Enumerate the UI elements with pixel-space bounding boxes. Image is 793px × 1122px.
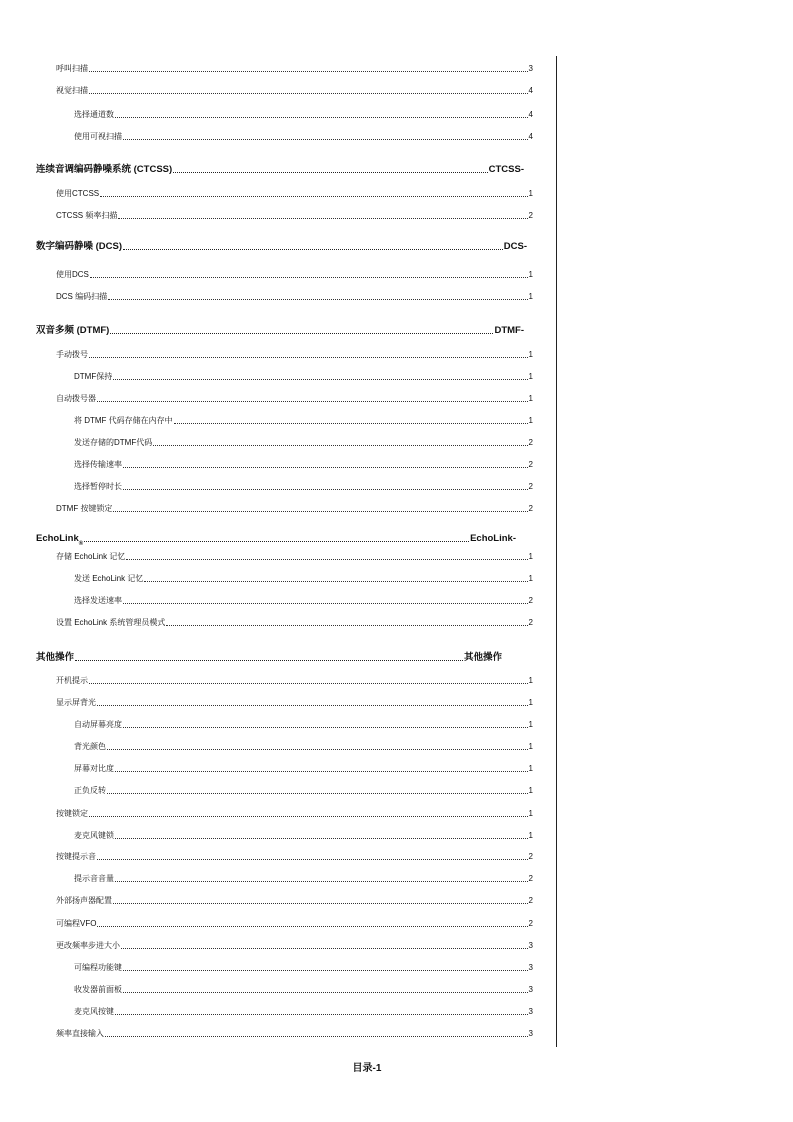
toc-page-number: 1 — [528, 831, 533, 840]
dot-leader — [97, 401, 528, 402]
dot-leader — [97, 926, 527, 927]
toc-entry[interactable] — [56, 676, 533, 686]
dot-leader — [144, 581, 527, 582]
toc-subentry[interactable] — [74, 831, 533, 841]
toc-entry-title: 收发器前面板 — [74, 985, 122, 994]
toc-heading[interactable] — [36, 238, 527, 252]
toc-entry-title: DCS 编码扫描 — [56, 292, 108, 301]
toc-entry[interactable] — [56, 394, 533, 404]
toc-entry-title: 存储 EchoLink 记忆 — [56, 552, 126, 561]
toc-subentry[interactable] — [74, 416, 533, 426]
toc-subentry[interactable] — [74, 482, 533, 492]
toc-page-number: 2 — [528, 874, 533, 883]
toc-entry[interactable] — [56, 1029, 533, 1039]
toc-entry[interactable] — [56, 919, 533, 929]
toc-page-number: 3 — [528, 64, 533, 73]
toc-subentry[interactable] — [74, 985, 533, 995]
toc-page-number: 1 — [528, 574, 533, 583]
toc-entry-title: 可编程VFO — [56, 919, 97, 928]
toc-entry-title: 自动拨号器 — [56, 394, 96, 403]
toc-page-number: 3 — [528, 941, 533, 950]
toc-page-number: 1 — [528, 394, 533, 403]
toc-page-number: 1 — [528, 189, 533, 198]
toc-entry-title: 呼叫扫描 — [56, 64, 88, 73]
dot-leader — [89, 357, 528, 358]
toc-page-number: 其他操作 — [463, 652, 502, 663]
dot-leader — [123, 992, 528, 993]
dot-leader — [105, 1036, 528, 1037]
toc-subentry[interactable] — [74, 874, 533, 884]
toc-entry-title: 麦克风按键 — [74, 1007, 114, 1016]
toc-page-number: 1 — [528, 552, 533, 561]
toc-entry-title: 使用可视扫描 — [74, 132, 122, 141]
toc-page-number: 1 — [528, 742, 533, 751]
toc-page-number: 1 — [528, 270, 533, 279]
dot-leader — [113, 379, 527, 380]
dot-leader — [115, 771, 528, 772]
toc-entry-title: 手动拨号 — [56, 350, 88, 359]
dot-leader — [123, 467, 528, 468]
dot-leader — [89, 93, 528, 94]
toc-page-number: 2 — [528, 504, 533, 513]
dot-leader — [110, 333, 493, 334]
toc-entry-title: 选择发送速率 — [74, 596, 122, 605]
dot-leader — [97, 859, 528, 860]
toc-entry-title: DTMF 按键锁定 — [56, 504, 113, 513]
toc-entry-title: 更改频率步进大小 — [56, 941, 120, 950]
dot-leader — [173, 172, 487, 173]
toc-heading[interactable] — [36, 161, 524, 175]
toc-page-number: 1 — [528, 676, 533, 685]
toc-entry-title: 麦克风键锁 — [74, 831, 114, 840]
dot-leader — [123, 603, 528, 604]
toc-page-number: 4 — [528, 86, 533, 95]
toc-entry[interactable] — [56, 270, 533, 280]
toc-page-number: 1 — [528, 416, 533, 425]
toc-entry-title: 选择传输速率 — [74, 460, 122, 469]
toc-entry-title: 正负反转 — [74, 786, 106, 795]
dot-leader — [89, 683, 528, 684]
toc-entry-title: 按键锁定 — [56, 809, 88, 818]
toc-subentry[interactable] — [74, 460, 533, 470]
toc-entry[interactable] — [56, 809, 533, 819]
dot-leader — [115, 881, 528, 882]
toc-entry-title: 开机提示 — [56, 676, 88, 685]
dot-leader — [118, 218, 527, 219]
toc-entry-title: 其他操作 — [36, 652, 75, 663]
toc-entry-title: 外部扬声器配置 — [56, 896, 112, 905]
toc-page-number: 1 — [528, 350, 533, 359]
toc-entry-title: CTCSS 频率扫描 — [56, 211, 118, 220]
dot-leader — [107, 749, 528, 750]
toc-subentry[interactable] — [74, 1007, 533, 1017]
dot-leader — [123, 727, 528, 728]
dot-leader — [97, 705, 528, 706]
toc-subentry[interactable] — [74, 786, 533, 796]
toc-subentry[interactable] — [74, 372, 533, 382]
toc-page-number: 3 — [528, 985, 533, 994]
toc-entry-title: 频率直接输入 — [56, 1029, 104, 1038]
toc-page-number: 4 — [528, 132, 533, 141]
toc-entry-title: 双音多频 (DTMF) — [36, 325, 110, 336]
dot-leader — [113, 511, 527, 512]
toc-entry-title: 视觉扫描 — [56, 86, 88, 95]
toc-heading[interactable] — [36, 322, 524, 336]
toc-entry-title: 按键提示音 — [56, 852, 96, 861]
toc-entry[interactable] — [56, 698, 533, 708]
dot-leader — [100, 196, 527, 197]
toc-entry-title: 选择暂停时长 — [74, 482, 122, 491]
toc-page-number: 2 — [528, 852, 533, 861]
toc-entry[interactable] — [56, 292, 533, 302]
toc-page-number: 1 — [528, 809, 533, 818]
dot-leader — [75, 660, 463, 661]
toc-entry[interactable] — [56, 552, 533, 562]
dot-leader — [123, 139, 528, 140]
toc-entry-title: 使用CTCSS — [56, 189, 100, 198]
dot-leader — [84, 541, 469, 542]
toc-page-number: 2 — [528, 618, 533, 627]
dot-leader — [126, 559, 527, 560]
dot-leader — [174, 423, 528, 424]
toc-entry[interactable] — [56, 852, 533, 862]
toc-entry-title: 将 DTMF 代码存储在内存中 — [74, 416, 173, 425]
toc-page-number: 3 — [528, 963, 533, 972]
toc-page-number: 4 — [528, 110, 533, 119]
toc-entry[interactable] — [56, 86, 533, 96]
toc-page-number: DCS- — [503, 241, 527, 252]
toc-entry[interactable] — [56, 189, 533, 199]
toc-entry-title: DTMF保持 — [74, 372, 113, 381]
toc-page-number: 2 — [528, 460, 533, 469]
dot-leader — [90, 277, 528, 278]
toc-page-number: 1 — [528, 786, 533, 795]
toc-page-number: 2 — [528, 482, 533, 491]
toc-subentry[interactable] — [74, 438, 533, 448]
toc-entry-title: 背光颜色 — [74, 742, 106, 751]
toc-entry-title: 使用DCS — [56, 270, 89, 279]
toc-subentry[interactable] — [74, 742, 533, 752]
toc-entry-title: 自动屏幕亮度 — [74, 720, 122, 729]
toc-entry-title: 提示音音量 — [74, 874, 114, 883]
dot-leader — [166, 625, 527, 626]
toc-subentry[interactable] — [74, 110, 533, 120]
dot-leader — [89, 71, 528, 72]
toc-heading[interactable] — [36, 649, 502, 663]
dot-leader — [115, 1014, 528, 1015]
toc-page-number: 2 — [528, 919, 533, 928]
toc-entry[interactable] — [56, 211, 533, 221]
dot-leader — [108, 299, 527, 300]
toc-entry-title: EchoLink — [36, 533, 79, 544]
toc-entry-title: 设置 EchoLink 系统管理员模式 — [56, 618, 166, 627]
toc-entry-title: 可编程功能键 — [74, 963, 122, 972]
dot-leader — [123, 970, 528, 971]
toc-page-number: 1 — [528, 372, 533, 381]
toc-entry-title: 数字编码静噪 (DCS) — [36, 241, 123, 252]
toc-page-number: 3 — [528, 1029, 533, 1038]
toc-page-number: 2 — [528, 211, 533, 220]
toc-page-number: 1 — [528, 764, 533, 773]
dot-leader — [123, 249, 503, 250]
page-number-label: 目录-1 — [352, 1063, 382, 1074]
toc-entry[interactable] — [56, 350, 533, 360]
toc-page-number: 1 — [528, 720, 533, 729]
toc-page-number: 2 — [528, 438, 533, 447]
toc-page-number: 2 — [528, 896, 533, 905]
toc-entry-title: 显示屏背光 — [56, 698, 96, 707]
toc-entry[interactable] — [56, 618, 533, 628]
toc-subentry[interactable] — [74, 596, 533, 606]
toc-entry[interactable] — [56, 896, 533, 906]
toc-subentry[interactable] — [74, 574, 533, 584]
toc-heading[interactable]: EchoLink ® EchoLink- — [36, 533, 516, 547]
toc-entry-title: 发送存储的DTMF代码 — [74, 438, 153, 447]
toc-entry[interactable] — [56, 504, 533, 514]
dot-leader — [115, 117, 528, 118]
toc-entry-title: 发送 EchoLink 记忆 — [74, 574, 144, 583]
dot-leader — [123, 489, 528, 490]
dot-leader — [107, 793, 528, 794]
dot-leader — [115, 838, 528, 839]
dot-leader — [121, 948, 528, 949]
toc-page-number: 1 — [528, 698, 533, 707]
toc-entry-title: 连续音调编码静噪系统 (CTCSS) — [36, 164, 173, 175]
toc-subentry[interactable] — [74, 764, 533, 774]
toc-subentry[interactable] — [74, 720, 533, 730]
toc-page-number: 1 — [528, 292, 533, 301]
column-divider — [556, 56, 557, 1047]
dot-leader — [153, 445, 527, 446]
toc-subentry[interactable] — [74, 963, 533, 973]
toc-page-number: CTCSS- — [488, 164, 524, 175]
dot-leader — [89, 816, 528, 817]
toc-entry[interactable] — [56, 64, 533, 74]
toc-entry[interactable] — [56, 941, 533, 951]
toc-entry-title: 屏幕对比度 — [74, 764, 114, 773]
toc-entry-title: 选择通道数 — [74, 110, 114, 119]
toc-page-number: DTMF- — [494, 325, 524, 336]
toc-subentry[interactable] — [74, 132, 533, 142]
toc-page-number: EchoLink- — [470, 533, 516, 544]
toc-page-number: 3 — [528, 1007, 533, 1016]
toc-page-number: 2 — [528, 596, 533, 605]
dot-leader — [113, 903, 528, 904]
